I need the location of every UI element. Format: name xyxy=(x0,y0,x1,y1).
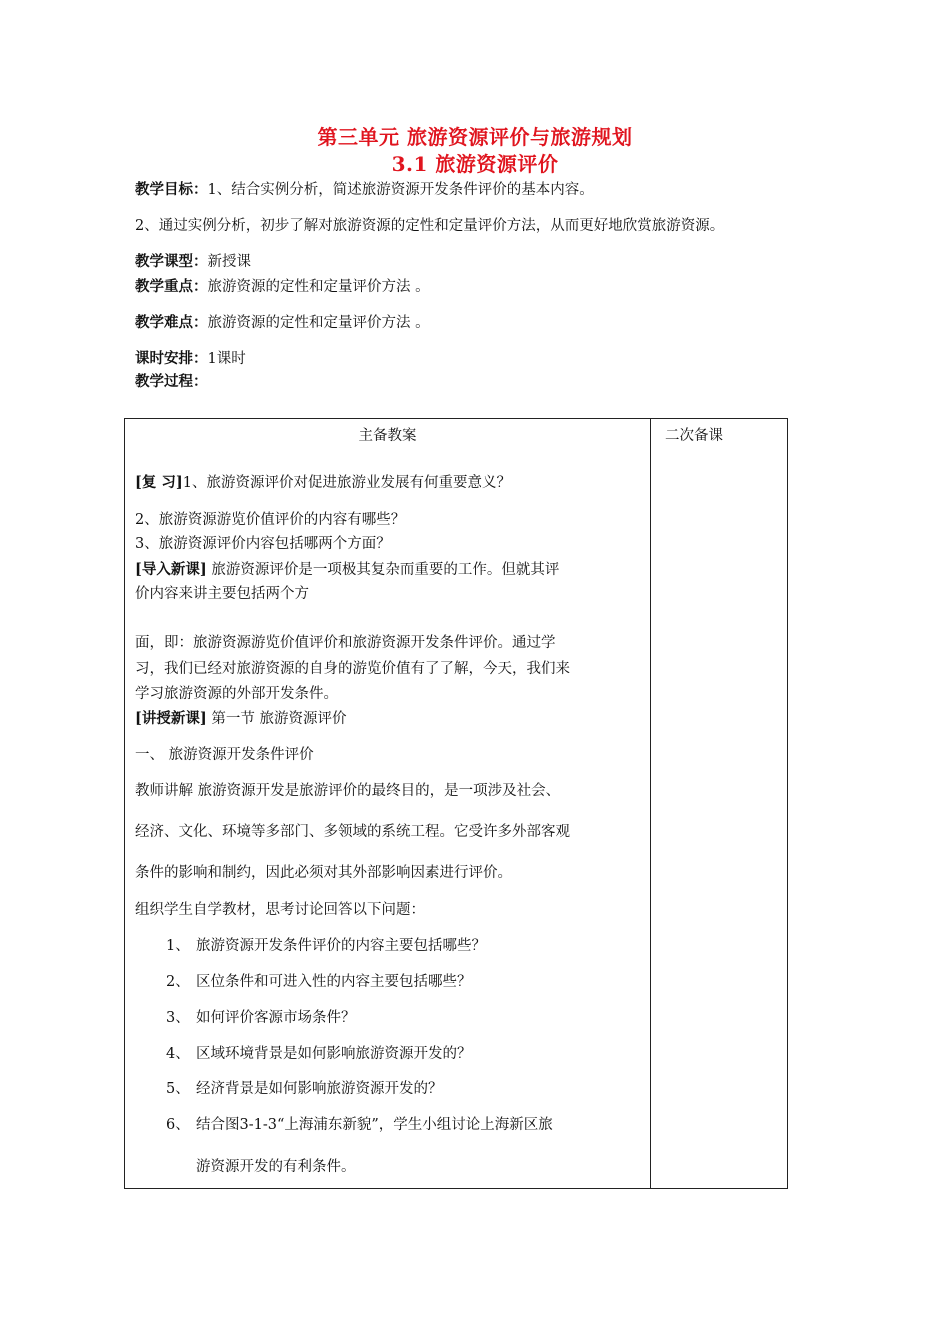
explain-text-1: 教师讲解 旅游资源开发是旅游评价的最终目的，是一项涉及社会、 xyxy=(135,783,561,799)
question-item xyxy=(166,1077,443,1098)
key-point-label: 教学重点： xyxy=(135,278,208,295)
secondary-plan-header: 二次备课 xyxy=(665,428,723,444)
question-number: 6、 xyxy=(166,1117,190,1133)
main-plan-cell xyxy=(125,419,651,1189)
teach-line xyxy=(135,707,346,728)
schedule-label: 课时安排： xyxy=(135,350,208,367)
lesson-plan-table xyxy=(124,418,788,1189)
question-number: 5、 xyxy=(166,1081,190,1097)
intro-line xyxy=(135,558,559,579)
question-number: 1、 xyxy=(166,938,190,954)
organize-text: 组织学生自学教材，思考讨论回答以下问题： xyxy=(135,902,425,918)
lesson-title: 3.1 旅游资源评价 xyxy=(391,152,559,176)
key-point-row xyxy=(135,275,430,296)
objective-1: 1、结合实例分析，简述旅游资源开发条件评价的基本内容。 xyxy=(207,182,594,198)
question-item xyxy=(166,970,472,991)
objectives-row xyxy=(135,178,594,199)
explain-text-3: 条件的影响和制约，因此必须对其外部影响因素进行评价。 xyxy=(135,865,512,881)
intro-text-2: 价内容来讲主要包括两个方 xyxy=(135,586,309,602)
intro-text-3: 面，即：旅游资源游览价值评价和旅游资源开发条件评价。通过学 xyxy=(135,635,556,651)
secondary-plan-cell xyxy=(651,419,788,1189)
schedule-value: 1课时 xyxy=(207,351,246,367)
explain-text-2: 经济、文化、环境等多部门、多领域的系统工程。它受许多外部客观 xyxy=(135,824,570,840)
intro-text-5: 学习旅游资源的外部开发条件。 xyxy=(135,686,338,702)
question-text: 如何评价客源市场条件？ xyxy=(196,1010,356,1026)
question-item xyxy=(166,1113,553,1134)
intro-text-1: 旅游资源评价是一项极其复杂而重要的工作。但就其评 xyxy=(206,562,560,578)
question-text: 结合图3-1-3“上海浦东新貌”，学生小组讨论上海新区旅 xyxy=(196,1117,553,1133)
objective-2: 2、通过实例分析，初步了解对旅游资源的定性和定量评价方法，从而更好地欣赏旅游资源。 xyxy=(135,218,725,234)
section-heading: 一、 旅游资源开发条件评价 xyxy=(135,747,314,763)
question-text: 旅游资源开发条件评价的内容主要包括哪些？ xyxy=(196,938,486,954)
key-point-value: 旅游资源的定性和定量评价方法 。 xyxy=(207,279,430,295)
teach-title: 第一节 旅游资源评价 xyxy=(206,711,347,727)
question-6-continued: 游资源开发的有利条件。 xyxy=(196,1159,356,1175)
difficulty-value: 旅游资源的定性和定量评价方法 。 xyxy=(207,315,430,331)
process-label: 教学过程： xyxy=(135,373,208,390)
intro-label: [导入新课] xyxy=(135,561,207,578)
question-number: 3、 xyxy=(166,1010,190,1026)
difficulty-label: 教学难点： xyxy=(135,314,208,331)
question-item xyxy=(166,1006,356,1027)
difficulty-row xyxy=(135,311,430,332)
intro-text-4: 习，我们已经对旅游资源的自身的游览价值有了了解，今天，我们来 xyxy=(135,661,570,677)
review-question-2: 2、旅游资源游览价值评价的内容有哪些？ xyxy=(135,512,406,528)
review-label: [复 习] xyxy=(135,474,183,491)
review-line xyxy=(135,471,511,492)
question-number: 4、 xyxy=(166,1046,190,1062)
lesson-type-value: 新授课 xyxy=(207,254,251,270)
unit-title: 第三单元 旅游资源评价与旅游规划 xyxy=(317,125,633,149)
question-text: 区位条件和可进入性的内容主要包括哪些？ xyxy=(196,974,472,990)
question-number: 2、 xyxy=(166,974,190,990)
question-item xyxy=(166,1042,472,1063)
review-question-3: 3、旅游资源评价内容包括哪两个方面？ xyxy=(135,536,391,552)
question-text: 区域环境背景是如何影响旅游资源开发的？ xyxy=(196,1046,472,1062)
objectives-label: 教学目标： xyxy=(135,181,208,198)
schedule-row xyxy=(135,347,246,368)
teach-label: [讲授新课] xyxy=(135,710,207,727)
lesson-type-row xyxy=(135,250,251,271)
review-question-1: 1、旅游资源评价对促进旅游业发展有何重要意义？ xyxy=(182,475,512,491)
main-plan-header: 主备教案 xyxy=(358,428,417,444)
question-item xyxy=(166,934,486,955)
process-row xyxy=(135,370,208,391)
lesson-type-label: 教学课型： xyxy=(135,253,208,270)
question-text: 经济背景是如何影响旅游资源开发的？ xyxy=(196,1081,443,1097)
